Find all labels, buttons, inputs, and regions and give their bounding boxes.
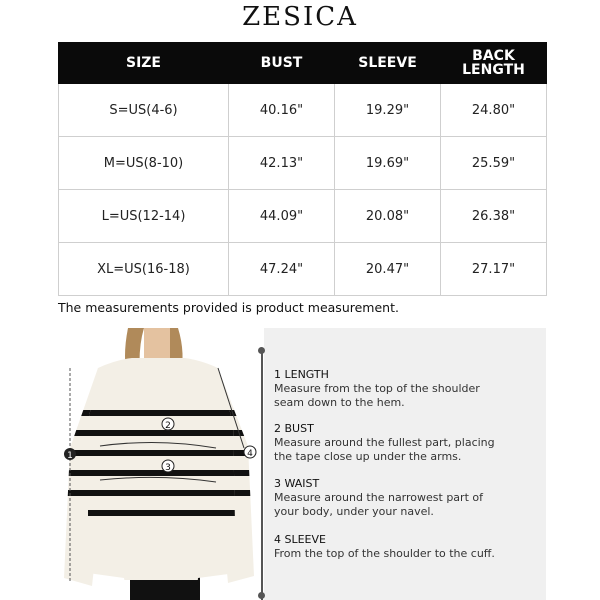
size-cell: S=US(4-6) [59, 84, 229, 137]
sleeve-cell: 20.08" [335, 190, 441, 243]
model-photo [58, 328, 258, 600]
table-header-row [59, 43, 547, 84]
svg-text:2: 2 [165, 421, 171, 431]
guide-item-waist [274, 477, 542, 519]
table-row [59, 84, 547, 137]
guide-dot-bottom [258, 592, 265, 599]
sleeve-cell: 20.47" [335, 243, 441, 296]
guide-dot-top [258, 347, 265, 354]
back-length-cell: 27.17" [441, 243, 547, 296]
back-length-cell: 24.80" [441, 84, 547, 137]
guide-item-desc: From the top of the shoulder to the cuff. [274, 547, 495, 560]
measurement-note: The measurements provided is product measurement. [58, 300, 399, 315]
header-bust: BUST [229, 43, 335, 84]
bust-cell: 40.16" [229, 84, 335, 137]
back-length-cell: 26.38" [441, 190, 547, 243]
brand-logo: ZESICA [242, 2, 358, 32]
size-chart-table [58, 42, 547, 296]
header-back-length: BACK LENGTH [441, 43, 547, 84]
table-row [59, 190, 547, 243]
guide-item-title: 3 WAIST [274, 477, 320, 490]
size-cell: L=US(12-14) [59, 190, 229, 243]
guide-item-bust [274, 422, 542, 464]
size-cell: XL=US(16-18) [59, 243, 229, 296]
bust-cell: 47.24" [229, 243, 335, 296]
header-sleeve: SLEEVE [335, 43, 441, 84]
bust-cell: 42.13" [229, 137, 335, 190]
svg-text:1: 1 [67, 451, 73, 461]
sleeve-cell: 19.29" [335, 84, 441, 137]
guide-item-desc: Measure from the top of the shoulder seam down to the hem. [274, 382, 480, 409]
guide-item-title: 2 BUST [274, 422, 314, 435]
guide-item-title: 4 SLEEVE [274, 533, 326, 546]
striped-sweater-illustration [58, 328, 258, 600]
table-row [59, 137, 547, 190]
sleeve-cell: 19.69" [335, 137, 441, 190]
guide-divider-line [261, 350, 263, 600]
bust-cell: 44.09" [229, 190, 335, 243]
svg-text:3: 3 [165, 463, 171, 473]
guide-item-sleeve [274, 533, 542, 561]
svg-text:4: 4 [247, 449, 253, 459]
header-size: SIZE [59, 43, 229, 84]
guide-item-length [274, 368, 542, 410]
guide-item-desc: Measure around the fullest part, placing the tape close up under the arms. [274, 436, 495, 463]
size-cell: M=US(8-10) [59, 137, 229, 190]
table-row [59, 243, 547, 296]
guide-item-desc: Measure around the narrowest part of your body, under your navel. [274, 491, 483, 518]
back-length-cell: 25.59" [441, 137, 547, 190]
guide-item-title: 1 LENGTH [274, 368, 329, 381]
